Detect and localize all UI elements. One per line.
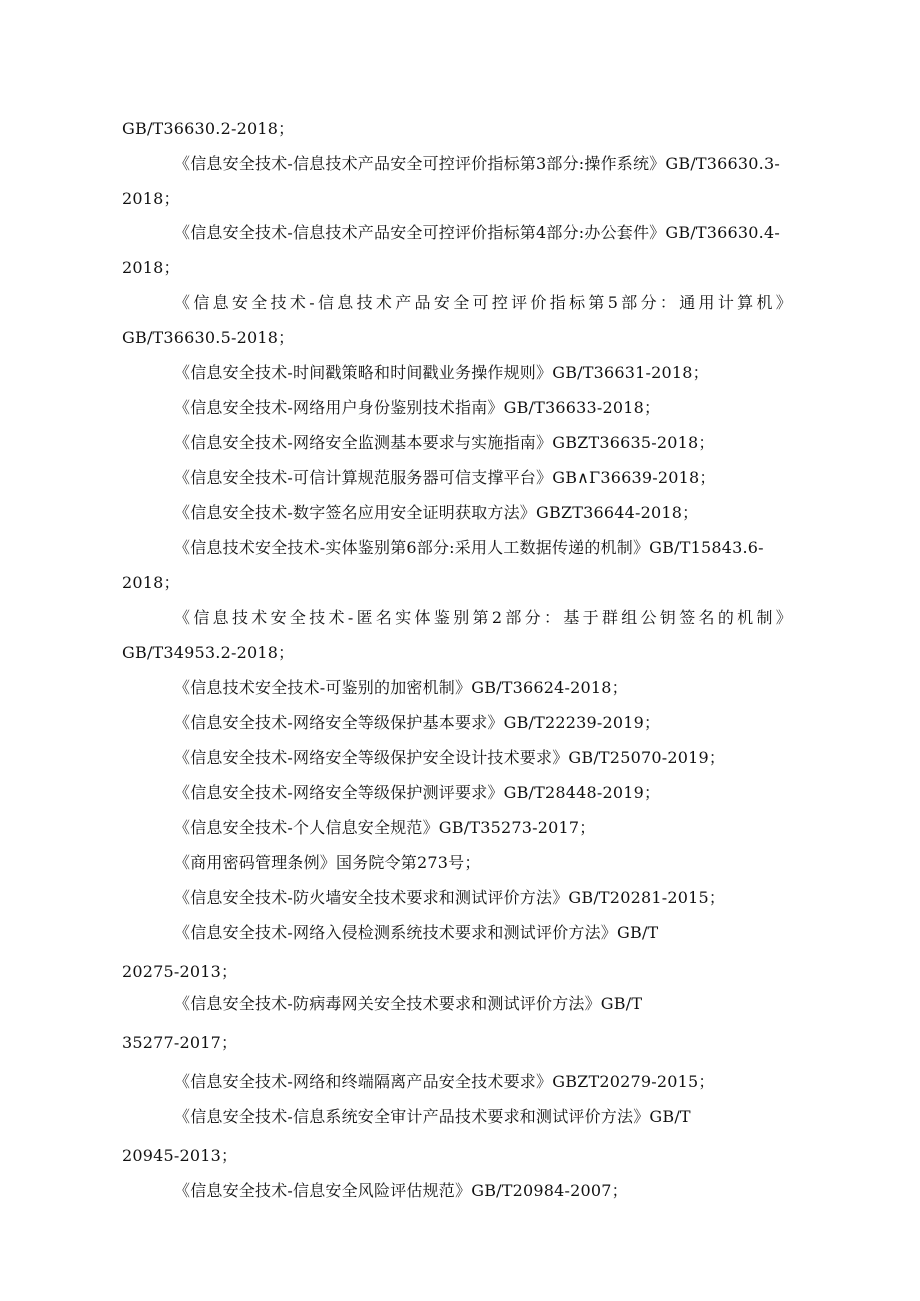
text-line: 《信息安全技术-信息系统安全审计产品技术要求和测试评价方法》GB/T: [174, 1107, 691, 1126]
text-line: 《信息安全技术-网络安全等级保护测评要求》GB/T28448-2019；: [174, 783, 661, 802]
text-line: 《信息技术安全技术-实体鉴别第6部分:采用人工数据传递的机制》GB/T15843.6-: [174, 538, 764, 557]
text-line: 《信息安全技术-网络入侵检测系统技术要求和测试评价方法》GB/T: [174, 923, 659, 942]
text-line: 《信息安全技术-网络安全监测基本要求与实施指南》GBZT36635-2018；: [174, 433, 715, 452]
text-line: GB/T36630.5-2018；: [122, 328, 295, 347]
text-line: 《信息安全技术-信息技术产品安全可控评价指标第3部分:操作系统》GB/T36630.3-: [174, 154, 780, 173]
text-line: 35277-2017；: [122, 1033, 238, 1052]
text-line: 《信息安全技术-网络安全等级保护基本要求》GB/T22239-2019；: [174, 713, 661, 732]
text-line: 《信息技术安全技术-可鉴别的加密机制》GB/T36624-2018；: [174, 678, 628, 697]
text-line: 2018；: [122, 189, 180, 208]
text-line: 《信息安全技术-防火墙安全技术要求和测试评价方法》GB/T20281-2015；: [174, 888, 726, 907]
text-line: 《信息安全技术-网络安全等级保护安全设计技术要求》GB/T25070-2019；: [174, 748, 726, 767]
text-line: 《信息安全技术-信息技术产品安全可控评价指标第4部分:办公套件》GB/T36630.4-: [174, 223, 780, 242]
text-line: 《信息技术安全技术-匿名实体鉴别第2部分：基于群组公钥签名的机制》: [174, 608, 792, 627]
text-line: 《信息安全技术-个人信息安全规范》GB/T35273-2017；: [174, 818, 596, 837]
text-line: 《信息安全技术-数字签名应用安全证明获取方法》GBZT36644-2018；: [174, 503, 699, 522]
text-line: 《信息安全技术-可信计算规范服务器可信支撑平台》GB∧Γ36639-2018；: [174, 468, 716, 487]
text-line: 《信息安全技术-信息安全风险评估规范》GB/T20984-2007；: [174, 1181, 628, 1200]
text-line: GB/T36630.2-2018；: [122, 119, 295, 138]
text-line: 《商用密码管理条例》国务院令第273号；: [174, 853, 481, 872]
text-line: 《信息安全技术-防病毒网关安全技术要求和测试评价方法》GB/T: [174, 994, 643, 1013]
text-line: 《信息安全技术-时间戳策略和时间戳业务操作规则》GB/T36631-2018；: [174, 363, 709, 382]
text-line: 2018；: [122, 258, 180, 277]
text-line: 《信息安全技术-网络用户身份鉴别技术指南》GB/T36633-2018；: [174, 398, 661, 417]
text-line: 20275-2013；: [122, 962, 238, 981]
text-line: 20945-2013；: [122, 1146, 238, 1165]
text-line: GB/T34953.2-2018；: [122, 643, 295, 662]
text-line: 2018；: [122, 573, 180, 592]
text-line: 《信息安全技术-网络和终端隔离产品安全技术要求》GBZT20279-2015；: [174, 1072, 715, 1091]
text-line: 《信息安全技术-信息技术产品安全可控评价指标第5部分：通用计算机》: [174, 293, 792, 312]
